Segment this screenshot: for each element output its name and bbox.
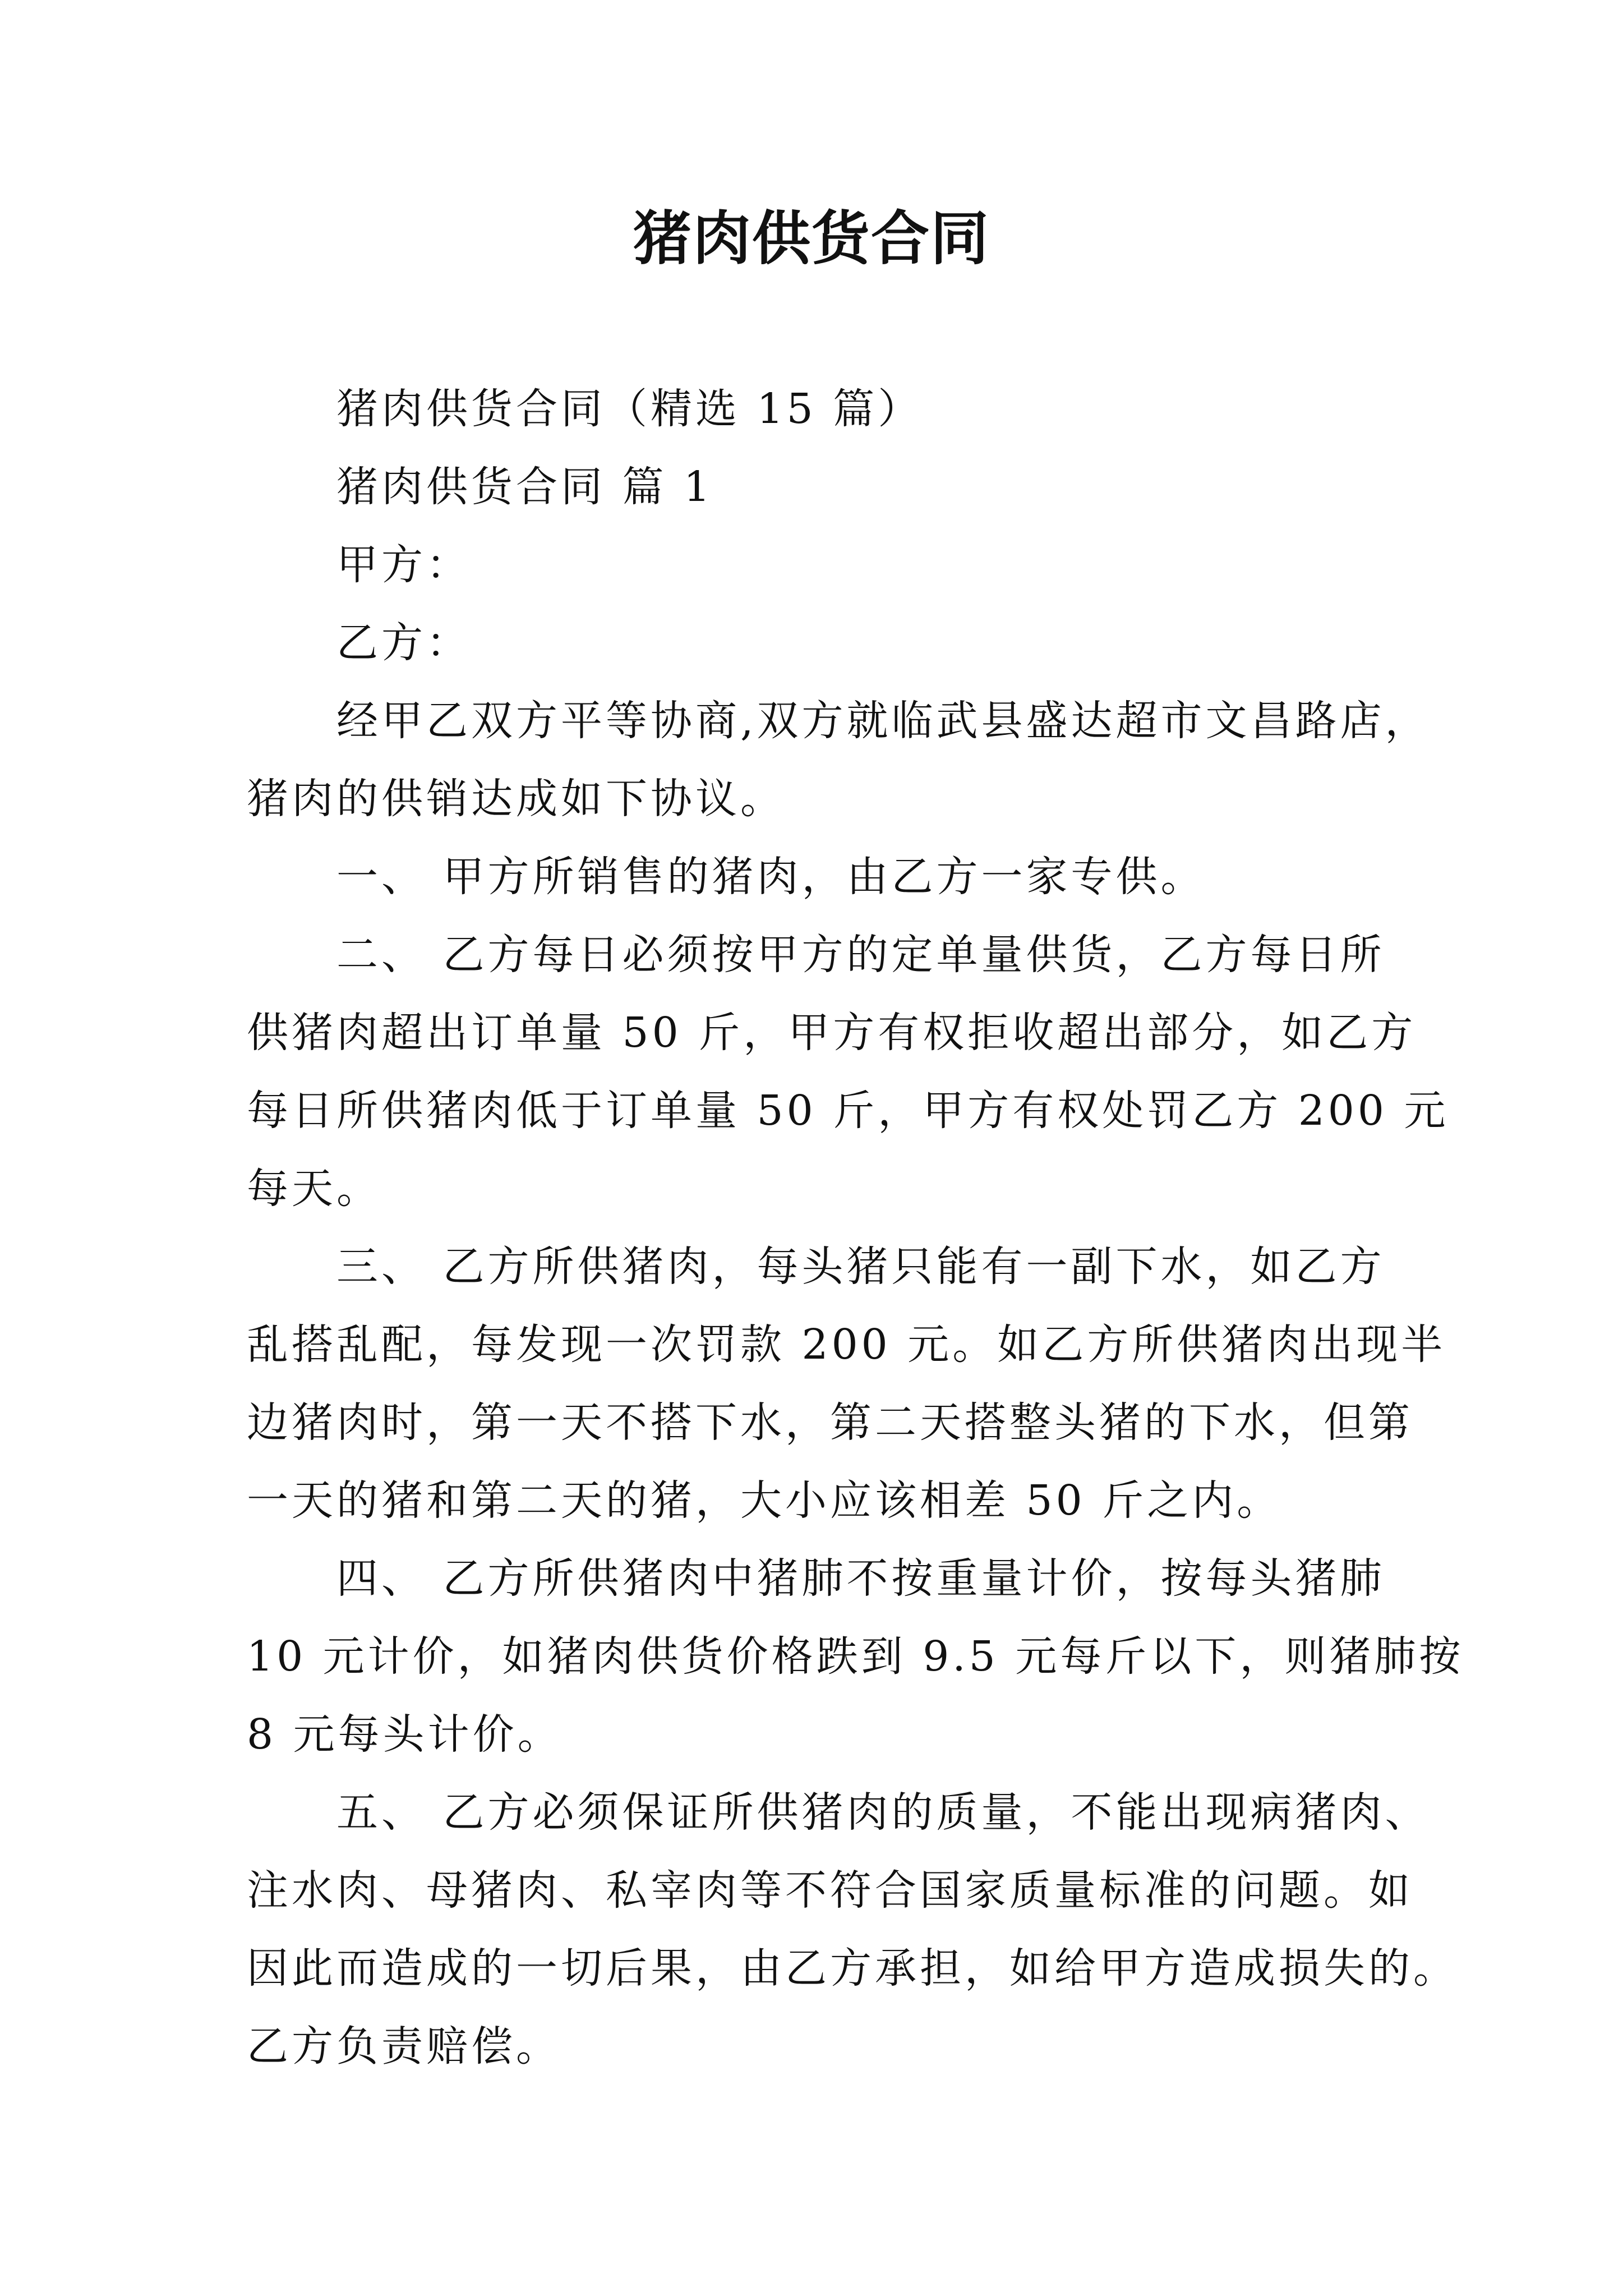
text-line: 供猪肉超出订单量 50 斤，甲方有权拒收超出部分，如乙方 — [247, 1009, 1417, 1057]
text-line: 猪肉的供销达成如下协议。 — [247, 775, 785, 823]
text-line: 经甲乙双方平等协商,双方就临武县盛达超市文昌路店， — [336, 697, 1430, 745]
text-line: 一天的猪和第二天的猪，大小应该相差 50 斤之内。 — [247, 1476, 1282, 1525]
document-body — [247, 370, 1464, 2086]
text-line: 乙方负责赔偿。 — [247, 2022, 561, 2070]
text-line: 五、 乙方必须保证所供猪肉的质量，不能出现病猪肉、 — [336, 1788, 1430, 1837]
document-title: 猪肉供货合同 — [633, 204, 990, 273]
text-line: 乙方： — [336, 619, 471, 667]
text-line: 猪肉供货合同（精选 15 篇） — [336, 385, 923, 433]
text-line: 一、 甲方所销售的猪肉，由乙方一家专供。 — [336, 853, 1206, 901]
text-line: 8 元每头计价。 — [247, 1710, 562, 1759]
text-line: 每日所供猪肉低于订单量 50 斤，甲方有权处罚乙方 200 元 — [247, 1087, 1449, 1135]
text-line: 乱搭乱配，每发现一次罚款 200 元。如乙方所供猪肉出现半 — [247, 1320, 1446, 1369]
text-line: 二、 乙方每日必须按甲方的定单量供货，乙方每日所 — [336, 931, 1385, 979]
text-line: 甲方： — [336, 541, 471, 589]
text-line: 每天。 — [247, 1165, 381, 1213]
text-line: 因此而造成的一切后果，由乙方承担，如给甲方造成损失的。 — [247, 1944, 1458, 1993]
text-line: 注水肉、母猪肉、私宰肉等不符合国家质量标准的问题。如 — [247, 1866, 1413, 1915]
text-line: 10 元计价，如猪肉供货价格跌到 9.5 元每斤以下，则猪肺按 — [247, 1632, 1464, 1681]
text-line: 三、 乙方所供猪肉，每头猪只能有一副下水，如乙方 — [336, 1243, 1385, 1291]
text-line: 四、 乙方所供猪肉中猪肺不按重量计价，按每头猪肺 — [336, 1554, 1385, 1603]
text-line: 边猪肉时，第一天不搭下水，第二天搭整头猪的下水，但第 — [247, 1398, 1413, 1447]
text-line: 猪肉供货合同 篇 1 — [336, 463, 714, 511]
